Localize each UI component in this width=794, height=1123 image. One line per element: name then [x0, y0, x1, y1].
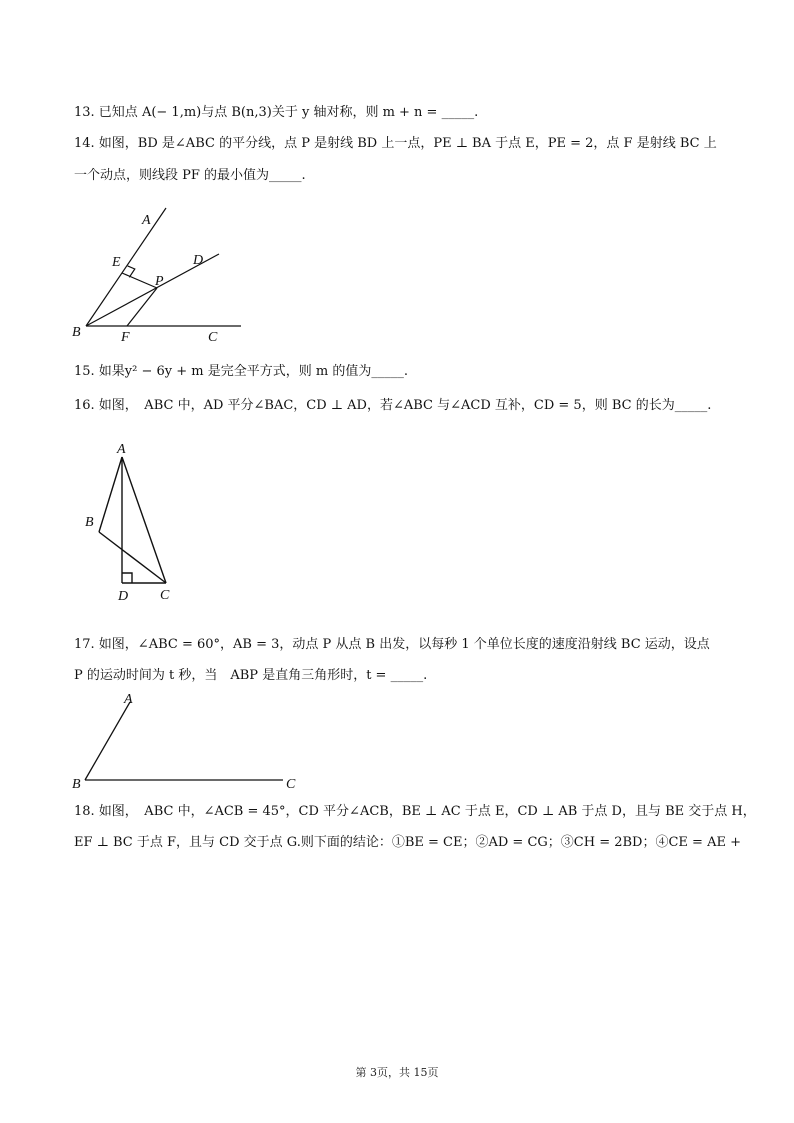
right-angle-mark-d [122, 573, 132, 583]
label-b: B [72, 777, 81, 790]
question-14-line-1 [74, 135, 717, 153]
question-18-line-1 [74, 803, 756, 821]
question-18-text-1: 18. 如图， ABC 中，∠ACB = 45°，CD 平分∠ACB，BE ⊥ AC 于点 E，CD ⊥ AB 于点 D，且与 BE 交于点 H， [74, 804, 756, 819]
question-15-text: 15. 如果y² − 6y + m 是完全平方式，则 m 的值为_____. [74, 364, 408, 379]
figure-17-angle [60, 690, 310, 790]
label-b: B [85, 515, 94, 530]
question-14-text-2: 一个动点，则线段 PF 的最小值为_____. [74, 168, 306, 183]
question-13 [74, 104, 478, 122]
label-a: A [124, 692, 133, 707]
question-17-line-1 [74, 636, 710, 654]
figure-16-triangle [80, 440, 190, 610]
label-e: E [112, 255, 121, 270]
label-f: F [121, 330, 130, 345]
question-14-text-1: 14. 如图，BD 是∠ABC 的平分线，点 P 是射线 BD 上一点，PE ⊥ BA 于点 E，PE = 2，点 F 是射线 BC 上 [74, 136, 717, 151]
label-c: C [160, 588, 170, 603]
label-c: C [286, 777, 296, 790]
question-17-line-2 [74, 667, 427, 685]
page-footer [0, 1064, 794, 1080]
page-number: 第 3页，共 15页 [355, 1066, 439, 1079]
label-d: D [193, 253, 204, 268]
question-15 [74, 363, 408, 381]
segment-pe [122, 273, 157, 288]
figure-14-angle-bisector [60, 200, 260, 350]
label-b: B [72, 325, 81, 340]
label-p: P [155, 274, 164, 289]
question-14-line-2 [74, 167, 306, 185]
question-18-line-2 [74, 834, 741, 852]
question-17-text-1: 17. 如图，∠ABC = 60°，AB = 3，动点 P 从点 B 出发，以每秒 1 个单位长度的速度沿射线 BC 运动，设点 [74, 637, 710, 652]
segment-ab [99, 457, 122, 532]
segment-ac [122, 457, 166, 583]
label-a: A [142, 213, 151, 228]
segment-pf [127, 288, 157, 326]
ray-ba [86, 208, 166, 326]
question-17-text-2: P 的运动时间为 t 秒，当 ABP 是直角三角形时，t = _____. [74, 668, 428, 683]
segment-ba [85, 702, 130, 780]
question-16-text: 16. 如图， ABC 中，AD 平分∠BAC，CD ⊥ AD，若∠ABC 与∠ACD 互补，CD = 5，则 BC 的长为_____. [74, 398, 712, 413]
label-a: A [117, 442, 126, 457]
label-c: C [208, 330, 218, 345]
question-16 [74, 397, 711, 415]
question-13-text: 13. 已知点 A(− 1,m)与点 B(n,3)关于 y 轴对称，则 m + n = _____. [74, 105, 479, 120]
question-18-text-2: EF ⊥ BC 于点 F，且与 CD 交于点 G.则下面的结论：①BE = CE；②AD = CG；③CH = 2BD；④CE = AE + [74, 835, 741, 850]
label-d: D [118, 589, 129, 604]
